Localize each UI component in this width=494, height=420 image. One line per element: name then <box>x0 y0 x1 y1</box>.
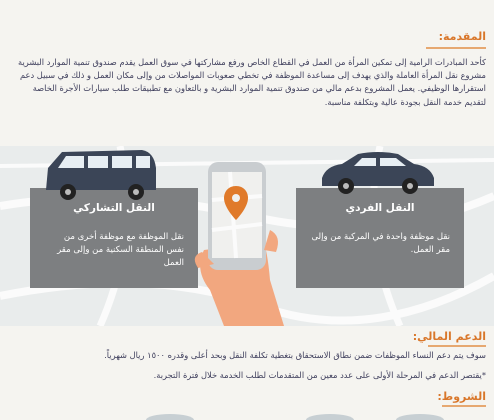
financial-support-note: *يقتصر الدعم في المرحلة الأولى على عدد معين من المتقدمات لطلب الخدمة خلال فترة التجربة. <box>153 370 486 380</box>
intro-section <box>0 0 494 150</box>
financial-support-underline <box>428 345 486 347</box>
car-icon <box>318 148 438 196</box>
conditions-title: الشروط: <box>437 390 486 403</box>
individual-transport-description: نقل موظفة واحدة في المركبة من وإلى مقر العمل. <box>311 232 450 255</box>
phone-hand-illustration <box>184 160 294 326</box>
transport-section <box>0 146 494 326</box>
intro-title-underline <box>426 47 486 49</box>
shared-transport-description: نقل الموظفة مع موظفة أخرى من نفس المنطقة السكنية من وإلى مقر العمل <box>57 232 184 268</box>
individual-transport-panel <box>296 188 464 288</box>
intro-title: المقدمة: <box>438 30 486 43</box>
intro-paragraph: كأحد المبادرات الرامية إلى تمكين المرأة من العمل في القطاع الخاص ورفع مشاركتها في سوق العمل يقدم صندوق تنمية الموارد البشرية مشروع نقل المرأة العاملة والذي يهدف إلى مساعدة الموظفة في تخطي صعوبات المواصلات من وإلى مكان العمل و ذلك في سبيل دعم استقرارها الوظيفي. يعمل المشروع بدعم مالي من صندوق تنمية الموارد البشرية و بالتعاون مع تطبيقات طلب سيارات الأجرة الخاصة لتقديم خدمة النقل بجودة عالية وبتكلفة مناسبة. <box>18 57 486 107</box>
shared-transport-title: النقل التشاركي <box>73 202 155 214</box>
conditions-icons-row <box>0 412 494 420</box>
conditions-underline <box>442 405 486 407</box>
individual-transport-title: النقل الفردي <box>345 202 415 214</box>
financial-support-section <box>0 326 494 420</box>
intro-title-row <box>439 30 486 43</box>
van-icon <box>42 146 160 204</box>
financial-support-title: الدعم المالي: <box>412 330 486 343</box>
financial-support-line: سوف يتم دعم النساء الموظفات ضمن نطاق الاستحقاق بتغطية تكلفة النقل وبحد أعلى وقدره ١٥٠٠ ريال شهرياً. <box>104 350 486 360</box>
